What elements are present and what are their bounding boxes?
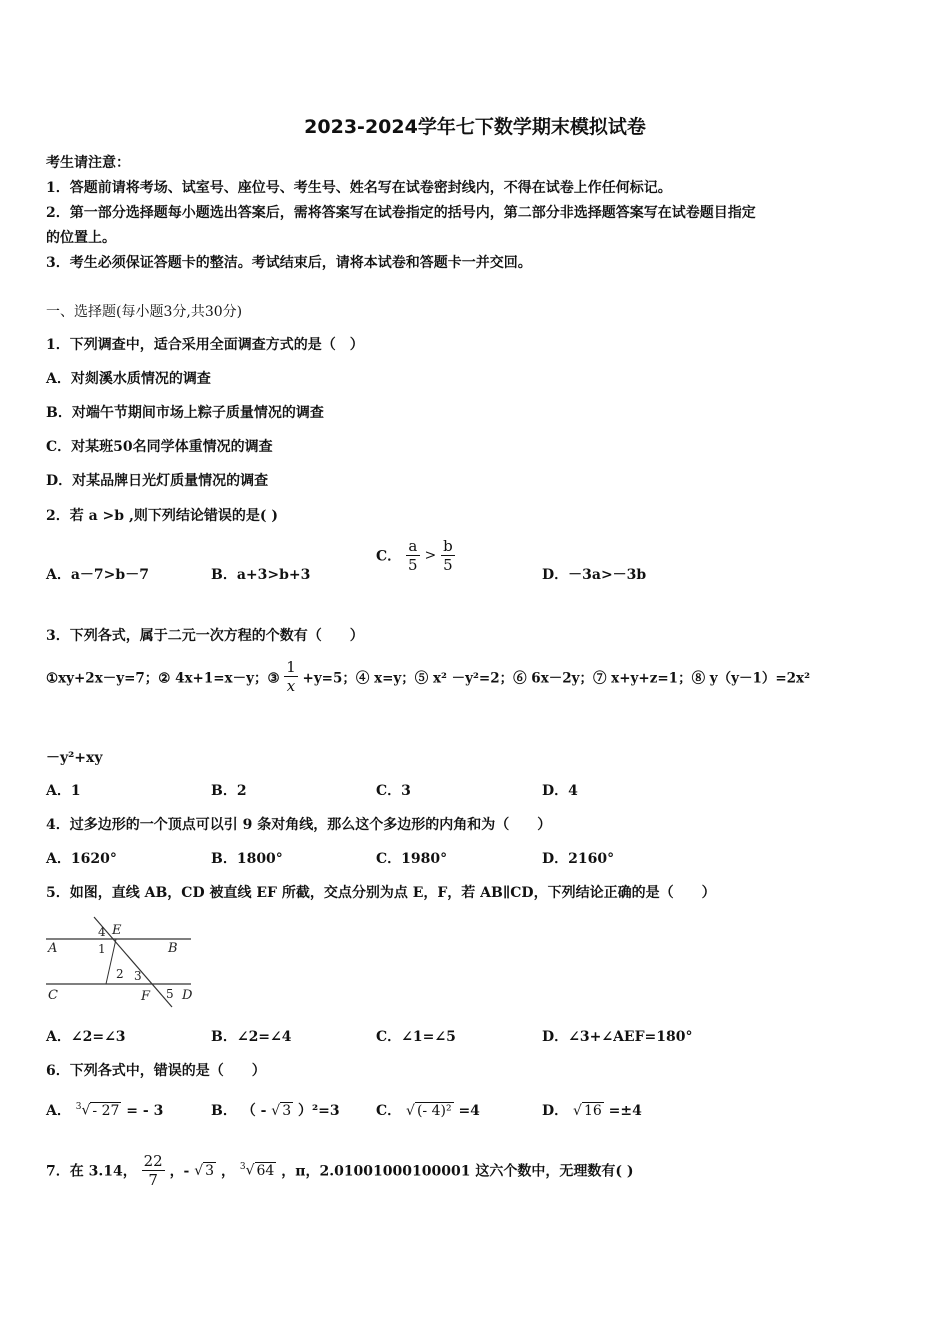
notice-item: 的位置上。: [46, 230, 116, 246]
angle-3-label: 3: [134, 969, 142, 983]
equation-text: +y=5；④ x=y；⑤ x² －y²=2；⑥ 6x－2y；⑦ x+y+z=1；⑧ y（y－1）=2x²: [302, 670, 811, 687]
question-1-stem: 1．下列调查中，适合采用全面调查方式的是（ ）: [46, 337, 364, 353]
square-root: √ 3: [271, 1103, 292, 1119]
root-index: 3: [75, 1102, 82, 1113]
angle-1-label: 1: [98, 942, 106, 956]
question-7-stem: [46, 1152, 633, 1189]
page-title: 2023-2024学年七下数学期末模拟试卷: [304, 116, 646, 138]
option-rest: = - 3: [126, 1103, 164, 1119]
q5-option-d: D．∠3+∠AEF=180°: [542, 1029, 693, 1045]
q2-option-c-label: C．: [376, 548, 402, 565]
cube-root: $^3$√ 64: [239, 1162, 275, 1179]
radicand: (- 4)²: [416, 1103, 452, 1119]
square-root: √ (- 4)²: [406, 1103, 452, 1119]
option-rest: =±4: [608, 1103, 642, 1119]
numerator: b: [443, 537, 453, 555]
q1-option-a: A．对剡溪水质情况的调查: [46, 371, 211, 387]
line-ef: [94, 917, 172, 1007]
radicand: - 27: [92, 1103, 120, 1119]
question-2-stem: 2．若 a >b ,则下列结论错误的是( ): [46, 508, 278, 524]
q3-equations-cont: －y²+xy: [46, 750, 103, 766]
option-label: A．: [46, 1103, 71, 1119]
segment: [106, 939, 116, 984]
option-rest: ）²=3: [298, 1103, 340, 1119]
q6-option-b: [211, 1100, 340, 1120]
denominator: x: [284, 676, 298, 695]
label-e: E: [112, 923, 122, 938]
label-c: C: [48, 988, 58, 1003]
radicand: 16: [583, 1103, 602, 1119]
q4-option-a: A．1620°: [46, 851, 117, 867]
question-4-stem: 4．过多边形的一个顶点可以引 9 条对角线，那么这个多边形的内角和为（ ）: [46, 817, 552, 833]
denominator: 7: [142, 1170, 165, 1189]
operator: >: [424, 547, 437, 564]
radicand: 64: [256, 1162, 275, 1179]
option-label: D．: [542, 1103, 569, 1119]
question-6-stem: 6．下列各式中，错误的是（ ）: [46, 1063, 266, 1079]
fraction: [441, 537, 455, 574]
q5-option-a: A．∠2=∠3: [46, 1029, 126, 1045]
q4-option-d: D．2160°: [542, 851, 615, 867]
section-heading: 一、选择题(每小题3分,共30分): [46, 304, 243, 320]
q2-option-b: B．a+3>b+3: [211, 567, 311, 583]
q3-option-b: B．2: [211, 783, 247, 799]
q3-option-c: C．3: [376, 783, 411, 799]
q2-option-a: A．a－7>b－7: [46, 567, 149, 583]
q6-option-c: [376, 1100, 480, 1120]
q3-equations: [46, 658, 810, 695]
label-b: B: [168, 941, 178, 956]
label-f: F: [141, 989, 151, 1004]
q4-option-c: C．1980°: [376, 851, 448, 867]
radicand: 3: [282, 1103, 292, 1119]
option-label: B．: [211, 1103, 237, 1119]
q1-option-b: B．对端午节期间市场上粽子质量情况的调查: [46, 405, 324, 421]
square-root: √ 3: [194, 1162, 215, 1179]
q6-option-a: [46, 1100, 163, 1120]
q5-option-c: C．∠1=∠5: [376, 1029, 456, 1045]
radicand: 3: [205, 1162, 215, 1179]
parallel-lines-figure: [46, 912, 196, 1008]
q7-text: 7．在 3.14，: [46, 1163, 137, 1180]
question-5-stem: 5．如图，直线 AB，CD 被直线 EF 所截，交点分别为点 E，F，若 AB∥CD，下列结论正确的是（ ）: [46, 885, 716, 901]
angle-4-label: 4: [98, 925, 106, 939]
notice-item: 1．答题前请将考场、试室号、座位号、考生号、姓名写在试卷密封线内，不得在试卷上作任何标记。: [46, 180, 672, 196]
option-rest: =4: [458, 1103, 480, 1119]
notice-heading: 考生请注意：: [46, 155, 130, 171]
cube-root: $^3$√ - 27: [75, 1102, 120, 1119]
notice-item: 2．第一部分选择题每小题选出答案后，需将答案写在试卷指定的括号内，第二部分非选择题答案写在试卷题目指定: [46, 205, 756, 221]
equation-text: ①xy+2x－y=7；② 4x+1=x－y；③: [46, 670, 280, 687]
square-root: √ 16: [573, 1103, 602, 1119]
q2-option-c: [376, 537, 455, 574]
q3-option-a: A．1: [46, 783, 81, 799]
fraction: [406, 537, 420, 574]
fraction: [142, 1152, 165, 1189]
label-d: D: [182, 988, 193, 1003]
notice-item: 3．考生必须保证答题卡的整洁。考试结束后，请将本试卷和答题卡一并交回。: [46, 255, 532, 271]
q7-text: ，: [220, 1163, 235, 1180]
numerator: 1: [286, 658, 296, 676]
numerator: 22: [143, 1152, 163, 1170]
q1-option-d: D．对某品牌日光灯质量情况的调查: [46, 473, 269, 489]
denominator: 5: [441, 555, 455, 574]
q7-text: ，π，2.01001000100001 这六个数中，无理数有( ): [281, 1163, 634, 1180]
numerator: a: [408, 537, 418, 555]
q4-option-b: B．1800°: [211, 851, 283, 867]
q3-option-d: D．4: [542, 783, 578, 799]
question-3-stem: 3．下列各式，属于二元一次方程的个数有（ ）: [46, 628, 364, 644]
angle-5-label: 5: [166, 987, 174, 1001]
angle-2-label: 2: [116, 967, 124, 981]
q2-option-d: D．－3a>－3b: [542, 567, 647, 583]
denominator: 5: [408, 556, 418, 574]
q5-option-b: B．∠2=∠4: [211, 1029, 292, 1045]
q6-option-d: [542, 1100, 642, 1120]
label-a: A: [48, 941, 58, 956]
option-label: C．: [376, 1103, 402, 1119]
q7-text: ，-: [169, 1163, 190, 1180]
root-index: 3: [239, 1162, 246, 1173]
option-pre: （ -: [241, 1103, 267, 1119]
fraction: [284, 658, 298, 695]
q1-option-c: C．对某班50名同学体重情况的调查: [46, 439, 273, 455]
